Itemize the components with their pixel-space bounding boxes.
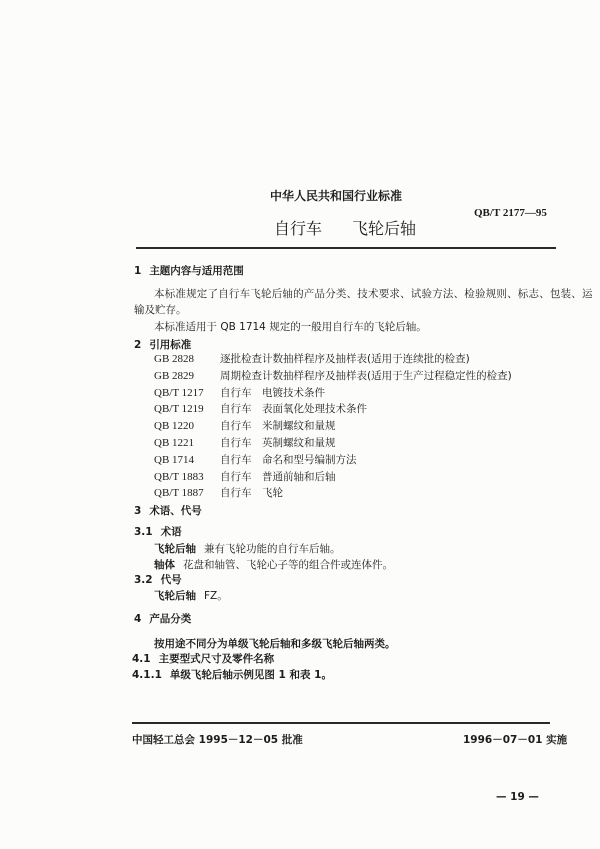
org-standard-heading: 中华人民共和国行业标准 [270,189,403,203]
section-1-para-1: 本标准规定了自行车飞轮后轴的产品分类、技术要求、试验方法、检验规则、标志、包装、运 [154,288,593,300]
section-4-1-1: 4.1.1 单级飞轮后轴示例见图 1 和表 1。 [132,669,332,681]
title-right: 飞轮后轴 [352,219,417,238]
reference-title: 自行车 电镀技术条件 [220,386,325,399]
reference-code: QB/T 1887 [154,487,204,500]
reference-item [154,352,470,366]
reference-title: 自行车 米制螺纹和量规 [220,420,336,433]
reference-code: QB/T 1883 [154,470,204,483]
reference-code: QB 1220 [154,420,195,433]
reference-code: QB/T 1219 [154,403,204,416]
reference-title: 自行车 普通前轴和后轴 [220,470,336,483]
reference-item [154,369,512,383]
section-4-para: 按用途不同分为单级飞轮后轴和多级飞轮后轴两类。 [154,638,396,650]
section-3-1-heading: 3.1 术语 [134,526,182,538]
section-1-para-2: 本标准适用于 QB 1714 规定的一般用自行车的飞轮后轴。 [154,321,427,333]
reference-title: 周期检查计数抽样程序及抽样表(适用于生产过程稳定性的检查) [220,369,512,382]
reference-item [154,436,336,450]
term-2: 轴体 花盘和轴管、飞轮心子等的组合件或连体件。 [154,559,393,571]
reference-item [154,486,283,500]
title-left: 自行车 [274,219,323,238]
section-1-para-1-cont: 输及贮存。 [134,304,187,316]
section-4-1-heading: 4.1 主要型式尺寸及零件名称 [132,653,275,665]
reference-code: QB 1221 [154,437,195,449]
document-title [274,219,416,239]
section-3-2-heading: 3.2 代号 [134,574,182,586]
reference-title: 自行车 命名和型号编制方法 [220,453,357,466]
term-1: 飞轮后轴 兼有飞轮功能的自行车后轴。 [154,543,341,555]
approval-line: 中国轻工总会 1995－12－05 批准 [132,734,303,746]
code-definition: 飞轮后轴 FZ。 [154,590,228,602]
reference-code: QB 1714 [154,453,195,466]
reference-title: 自行车 表面氧化处理技术条件 [220,403,367,416]
section-2-heading: 2 引用标准 [134,339,192,351]
reference-title: 逐批检查计数抽样程序及抽样表(适用于连续批的检查) [220,353,470,365]
standard-code: QB/T 2177—95 [474,207,547,219]
section-3-heading: 3 术语、代号 [134,505,202,517]
footer-rule [132,722,550,724]
reference-item [154,453,357,467]
section-1-heading: 1 主题内容与适用范围 [134,265,244,277]
effective-date: 1996－07－01 实施 [463,734,568,746]
reference-code: GB 2829 [154,369,195,382]
reference-code: QB/T 1217 [154,386,204,399]
page-number: — 19 — [496,791,539,803]
reference-title: 自行车 飞轮 [220,487,283,500]
reference-item [154,386,325,400]
reference-item [154,402,367,416]
reference-title: 自行车 英制螺纹和量规 [220,437,336,449]
reference-item [154,470,336,484]
section-4-heading: 4 产品分类 [134,613,192,625]
reference-item [154,419,336,433]
header-rule [136,247,556,249]
reference-code: GB 2828 [154,353,195,365]
